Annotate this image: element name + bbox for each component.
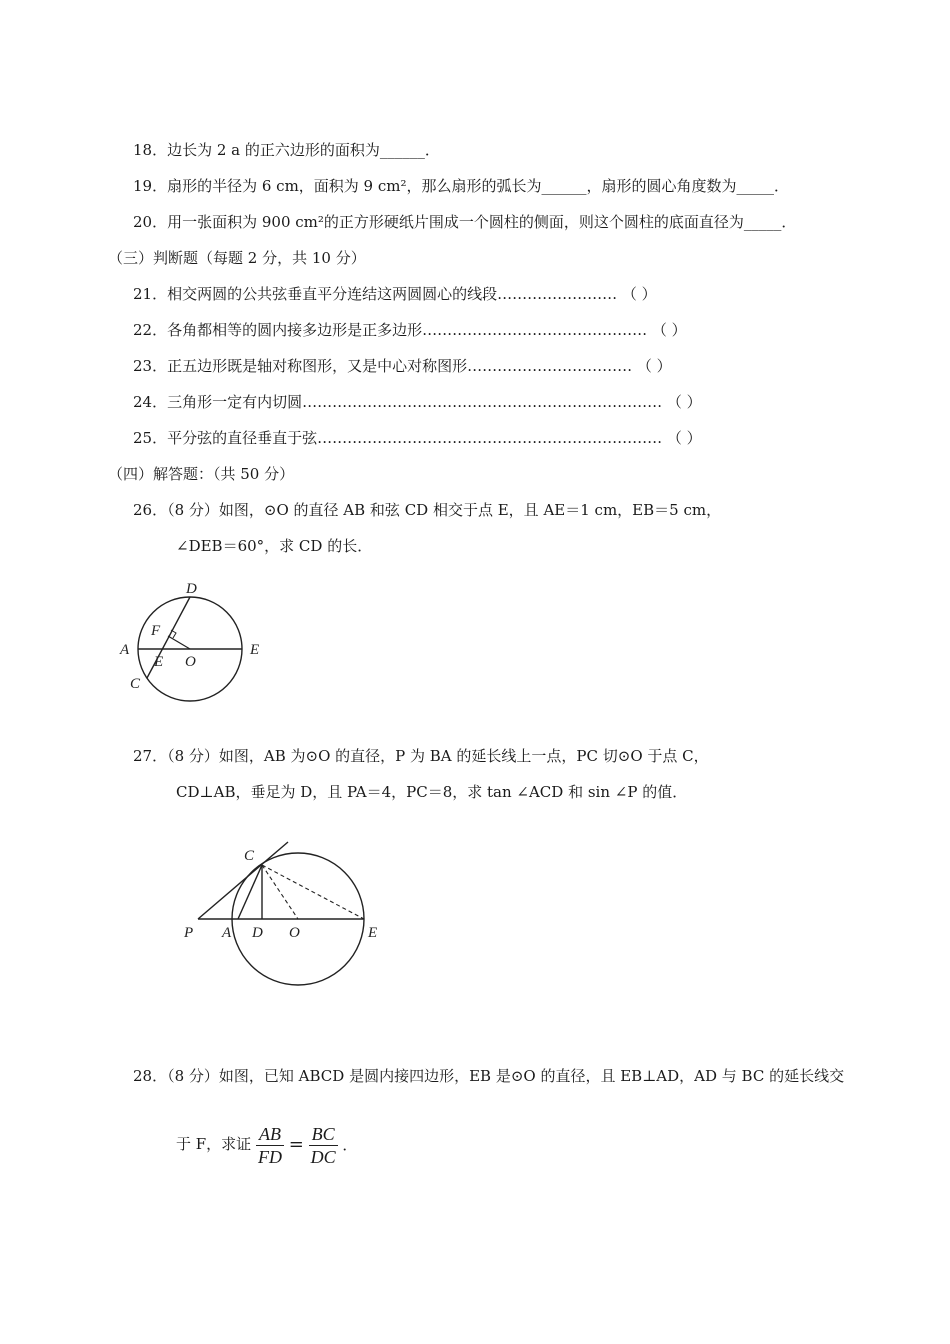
question-28-prefix: 于 F，求证 [176, 1135, 252, 1153]
question-28-line2 [176, 1120, 357, 1169]
question-27-line2: CD⊥AB，垂足为 D，且 PA＝4，PC＝8，求 tan ∠ACD 和 sin ∠P 的值． [176, 783, 688, 801]
question-25: 25．平分弦的直径垂直于弦…………………………………………………………… （ ） [133, 429, 702, 447]
section-3-heading: （三）判断题（每题 2 分，共 10 分） [108, 249, 366, 267]
figure-26-perpendicular-of [168, 636, 190, 649]
figure-27-label-c: C [244, 848, 255, 864]
figure-27-label-e: E [368, 925, 378, 941]
question-22: 22．各角都相等的圆内接多边形是正多边形……………………………………… （ ） [133, 321, 687, 339]
fraction-2-denominator: DC [310, 1146, 336, 1167]
figure-26-label-f: F [151, 623, 161, 639]
fraction-1-denominator: FD [257, 1146, 282, 1167]
question-23: 23．正五边形既是轴对称图形，又是中心对称图形…………………………… （ ） [133, 357, 672, 375]
question-18: 18．边长为 2 a 的正六边形的面积为______． [133, 141, 440, 159]
question-28-end: ． [342, 1136, 358, 1154]
question-26-line1: 26．（8 分）如图，⊙O 的直径 AB 和弦 CD 相交于点 E，且 AE＝1 cm，EB＝5 cm， [133, 501, 722, 519]
fraction-ab-over-fd [256, 1123, 284, 1168]
figure-27-label-d: D [252, 925, 263, 941]
figure-27-segment-ce [262, 865, 364, 919]
figure-26-label-d: D [186, 581, 197, 597]
figure-27-label-o: O [289, 925, 300, 941]
fraction-bc-over-dc [309, 1123, 338, 1168]
figure-26-label-e: E [154, 654, 164, 670]
figure-26-diagram [110, 578, 270, 708]
figure-27-label-p: P [184, 925, 194, 941]
question-26-line2: ∠DEB＝60°，求 CD 的长． [176, 537, 373, 555]
figure-26-label-b: E [250, 642, 260, 658]
question-24: 24．三角形一定有内切圆……………………………………………………………… （ ） [133, 393, 702, 411]
question-27-line1: 27．（8 分）如图，AB 为⊙O 的直径，P 为 BA 的延长线上一点，PC 切⊙O 于点 C， [133, 747, 709, 765]
question-21: 21．相交两圆的公共弦垂直平分连结这两圆圆心的线段…………………… （ ） [133, 285, 657, 303]
fraction-1-numerator: AB [256, 1123, 284, 1146]
figure-26-label-c: C [130, 676, 141, 692]
figure-27-diagram [180, 838, 390, 998]
question-28-line1: 28．（8 分）如图，已知 ABCD 是圆内接四边形，EB 是⊙O 的直径，且 EB⊥AD，AD 与 BC 的延长线交 [133, 1067, 845, 1085]
figure-26-label-o: O [185, 654, 196, 670]
question-19: 19．扇形的半径为 6 cm，面积为 9 cm²，那么扇形的弧长为______，扇形的圆心角度数为_____． [133, 177, 790, 195]
section-4-heading: （四）解答题：（共 50 分） [108, 465, 295, 483]
figure-26-label-a: A [120, 642, 130, 658]
fraction-2-numerator: BC [309, 1123, 338, 1146]
figure-27-label-a: A [222, 925, 232, 941]
equals-sign: = [288, 1134, 304, 1155]
figure-27-segment-co [262, 865, 298, 919]
question-20: 20．用一张面积为 900 cm²的正方形硬纸片围成一个圆柱的侧面，则这个圆柱的底面直径为_____． [133, 213, 797, 231]
